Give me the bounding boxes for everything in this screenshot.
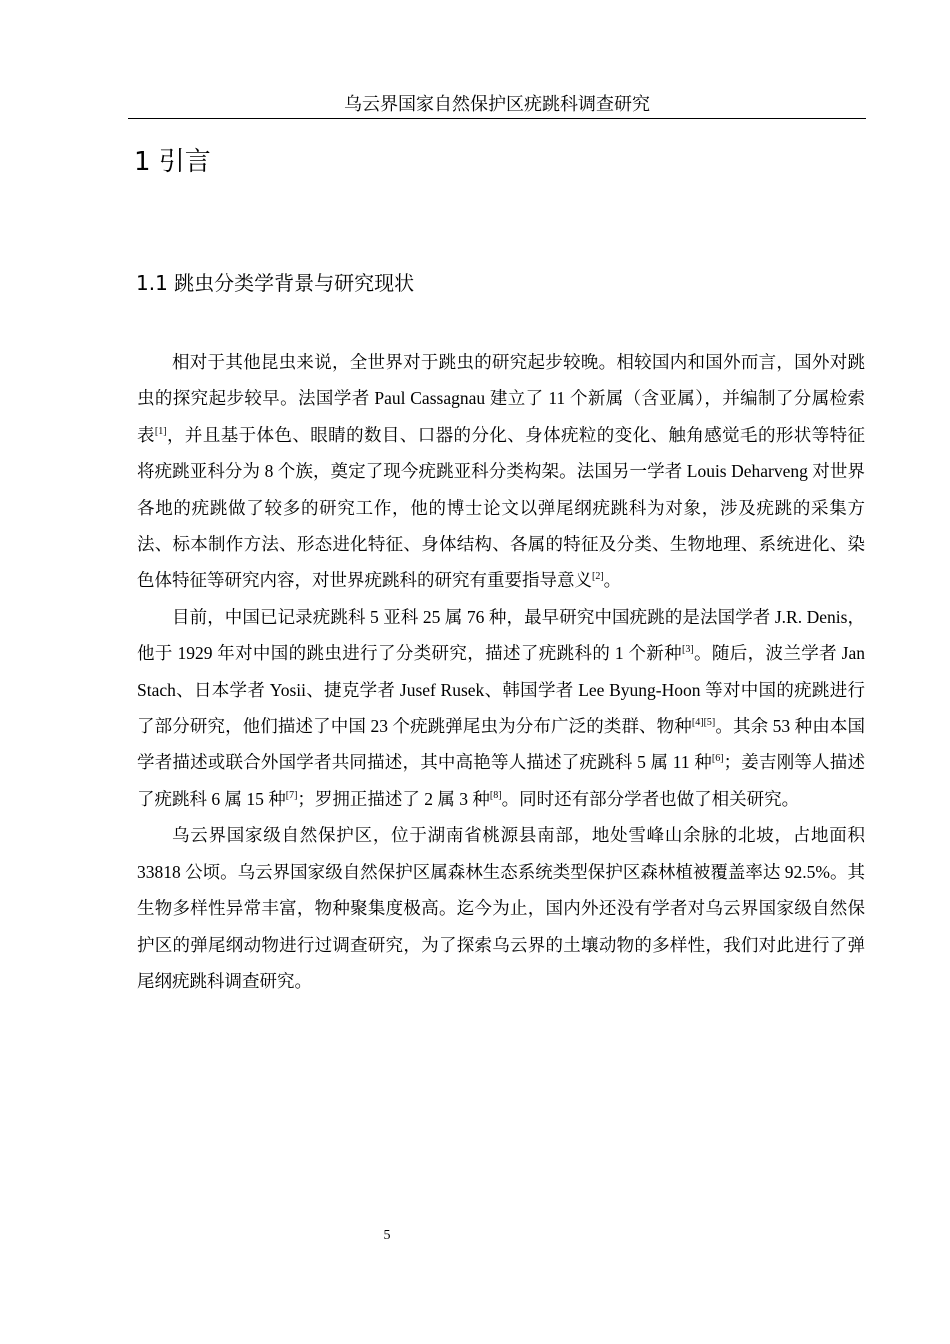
citation-ref: [6]: [711, 753, 724, 765]
paragraph-text: 。: [603, 570, 622, 591]
body-paragraph: [137, 599, 865, 817]
section-title: 1.1 跳虫分类学背景与研究现状: [136, 271, 415, 295]
body-paragraph: [137, 344, 865, 599]
paragraph-text: 。其余 53 种由本国学者描述或联合外国学者共同描述，其中高艳等人描述了疣跳科 5 属 11 种: [137, 716, 866, 773]
body-paragraph: [137, 817, 865, 999]
page-number: 5: [383, 1228, 391, 1243]
paragraph-text: 相对于其他昆虫来说，全世界对于跳虫的研究起步较晚。相较国内和国外而言，国外对跳虫的探究起步较早。法国学者 Paul Cassagnau 建立了 11 个新属（含亚属），并编制了分属检索表: [137, 352, 865, 445]
running-header: 乌云界国家自然保护区疣跳科调查研究: [128, 92, 866, 119]
citation-ref: [1]: [154, 425, 167, 437]
paragraph-text: ，并且基于体色、眼睛的数目、口器的分化、身体疣粒的变化、触角感觉毛的形状等特征将疣跳亚科分为 8 个族，奠定了现今疣跳亚科分类构架。法国另一学者 Louis Deharveng 对世界各地的疣跳做了较多的研究工作，他的博士论文以弹尾纲疣跳科为对象，涉及疣跳的采集方法、标本制作方法、形态进化特征、身体结构、各属的特征及分类、生物地理、系统进化、染色体特征等研究内容，对世界疣跳科的研究有重要指导意义: [137, 424, 866, 591]
chapter-title: 1 引言: [134, 147, 211, 177]
paragraph-text: ；罗拥正描述了 2 属 3 种: [297, 788, 490, 809]
citation-ref: [8]: [489, 789, 502, 801]
paragraph-text: ；姜吉刚等人描述了疣跳科 6 属 15 种: [137, 752, 865, 809]
paragraph-text: 目前，中国已记录疣跳科 5 亚科 25 属 76 种，最早研究中国疣跳的是法国学者 J.R. Denis，他于 1929 年对中国的跳虫进行了分类研究，描述了疣跳科的 1 个新种: [137, 606, 865, 664]
citation-ref: [2]: [592, 571, 604, 583]
paragraph-text: 。随后，波兰学者 Jan Stach、日本学者 Yosii、捷克学者 Jusef Rusek、韩国学者 Lee Byung-Hoon 等对中国的疣跳进行了部分研究，他们描述了中国 23 个疣跳弹尾虫为分布广泛的类群、物种: [137, 643, 866, 737]
body-text: [137, 344, 865, 999]
paragraph-text: 。同时还有部分学者也做了相关研究。: [501, 788, 800, 809]
paragraph-text: 乌云界国家级自然保护区，位于湖南省桃源县南部，地处雪峰山余脉的北坡，占地面积 33818 公顷。乌云界国家级自然保护区属森林生态系统类型保护区森林植被覆盖率达 92.5%。其生物多样性异常丰富，物种聚集度极高。迄今为止，国内外还没有学者对乌云界国家级自然保护区的弹尾纲动物进行过调查研究，为了探索乌云界的土壤动物的多样性，我们对此进行了弹尾纲疣跳科调查研究。: [137, 825, 865, 991]
citation-ref: [7]: [285, 789, 298, 801]
citation-ref: [3]: [682, 644, 694, 656]
citation-ref: [4][5]: [691, 717, 716, 729]
